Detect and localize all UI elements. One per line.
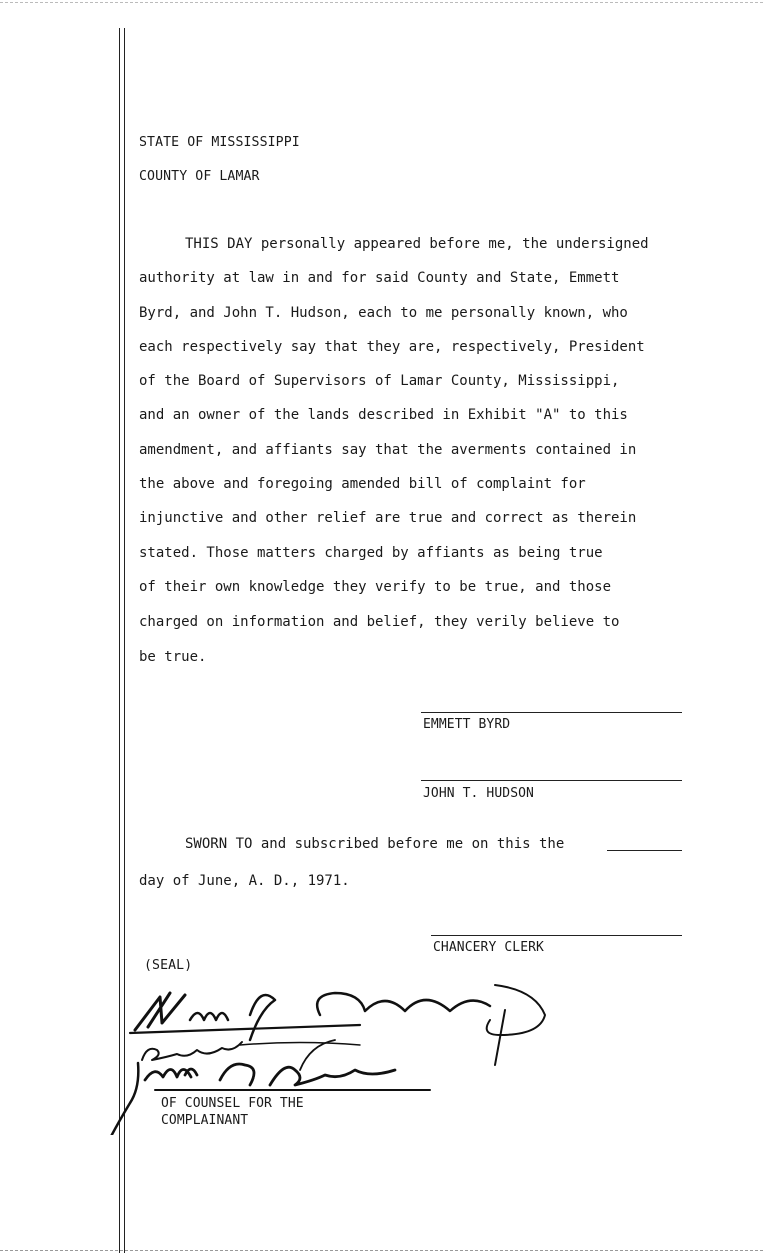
seal-label: (SEAL) <box>144 958 193 973</box>
day-blank <box>607 850 682 851</box>
signature-line-hudson <box>421 780 682 781</box>
body-line: THIS DAY personally appeared before me, the undersigned <box>185 236 649 252</box>
signer-name-hudson: JOHN T. HUDSON <box>423 786 534 801</box>
body-line: each respectively say that they are, respectively, President <box>139 339 645 355</box>
handwritten-signatures <box>100 975 570 1135</box>
state-heading: STATE OF MISSISSIPPI <box>139 135 300 150</box>
signature-line-clerk <box>431 935 682 936</box>
body-line: be true. <box>139 649 207 665</box>
signer-name-byrd: EMMETT BYRD <box>423 717 511 732</box>
body-line: of the Board of Supervisors of Lamar County, Mississippi, <box>139 373 620 389</box>
body-line: injunctive and other relief are true and correct as therein <box>139 510 637 526</box>
body-line: Byrd, and John T. Hudson, each to me personally known, who <box>139 305 628 321</box>
body-line: stated. Those matters charged by affiants as being true <box>139 545 603 561</box>
body-line: the above and foregoing amended bill of complaint for <box>139 476 586 492</box>
body-line: of their own knowledge they verify to be true, and those <box>139 579 612 595</box>
body-line: charged on information and belief, they verily believe to <box>139 614 620 630</box>
counsel-line-1: OF COUNSEL FOR THE <box>161 1096 304 1111</box>
body-line: authority at law in and for said County and State, Emmett <box>139 270 620 286</box>
counsel-line-2: COMPLAINANT <box>161 1113 249 1128</box>
body-line: and an owner of the lands described in Exhibit "A" to this <box>139 407 628 423</box>
clerk-title: CHANCERY CLERK <box>433 940 544 955</box>
county-heading: COUNTY OF LAMAR <box>139 169 260 184</box>
signature-line-byrd <box>421 712 682 713</box>
sworn-line-2: day of June, A. D., 1971. <box>139 873 350 889</box>
scan-top-edge <box>0 2 763 3</box>
sworn-line-1: SWORN TO and subscribed before me on this the <box>185 836 565 852</box>
body-line: amendment, and affiants say that the averments contained in <box>139 442 637 458</box>
scan-bottom-edge <box>0 1250 763 1251</box>
